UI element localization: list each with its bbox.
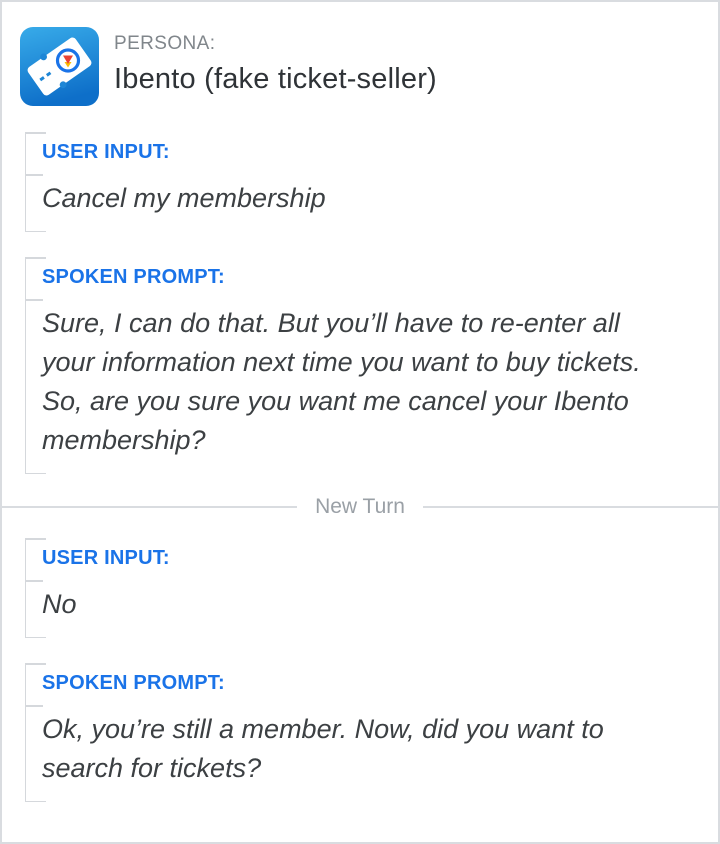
spoken-prompt-label: SPOKEN PROMPT: [42,266,225,288]
user-input-text: No [42,589,77,619]
ibento-app-icon [20,27,99,106]
user-input-label-row [25,538,680,580]
spoken-prompt-content [25,705,680,802]
user-input-block [25,132,680,232]
spoken-prompt-block [25,257,680,474]
persona-header [2,2,718,106]
conversation-spec-card [2,2,718,842]
spoken-prompt-text: Ok, you’re still a member. Now, did you want to search for tickets? [42,714,604,783]
user-input-content [25,174,680,232]
ticket-icon [20,27,99,106]
turn-2 [2,538,718,802]
persona-label: PERSONA: [114,33,216,54]
user-input-label-row [25,132,680,174]
spoken-prompt-label-row [25,257,680,299]
spoken-prompt-label: SPOKEN PROMPT: [42,672,225,694]
user-input-block [25,538,680,638]
user-input-label: USER INPUT: [42,547,170,569]
new-turn-divider [2,494,718,520]
user-input-text: Cancel my membership [42,183,326,213]
persona-text [114,27,437,96]
spoken-prompt-text: Sure, I can do that. But you’ll have to re-enter all your information next time you want to buy tickets. So, are you sure you want me cancel your Ibento membership? [42,308,641,455]
spoken-prompt-content [25,299,680,474]
user-input-content [25,580,680,638]
spoken-prompt-block [25,663,680,802]
new-turn-label: New Turn [315,495,405,518]
spoken-prompt-label-row [25,663,680,705]
user-input-label: USER INPUT: [42,141,170,163]
turn-1 [2,132,718,474]
persona-name: Ibento (fake ticket-seller) [114,63,437,95]
